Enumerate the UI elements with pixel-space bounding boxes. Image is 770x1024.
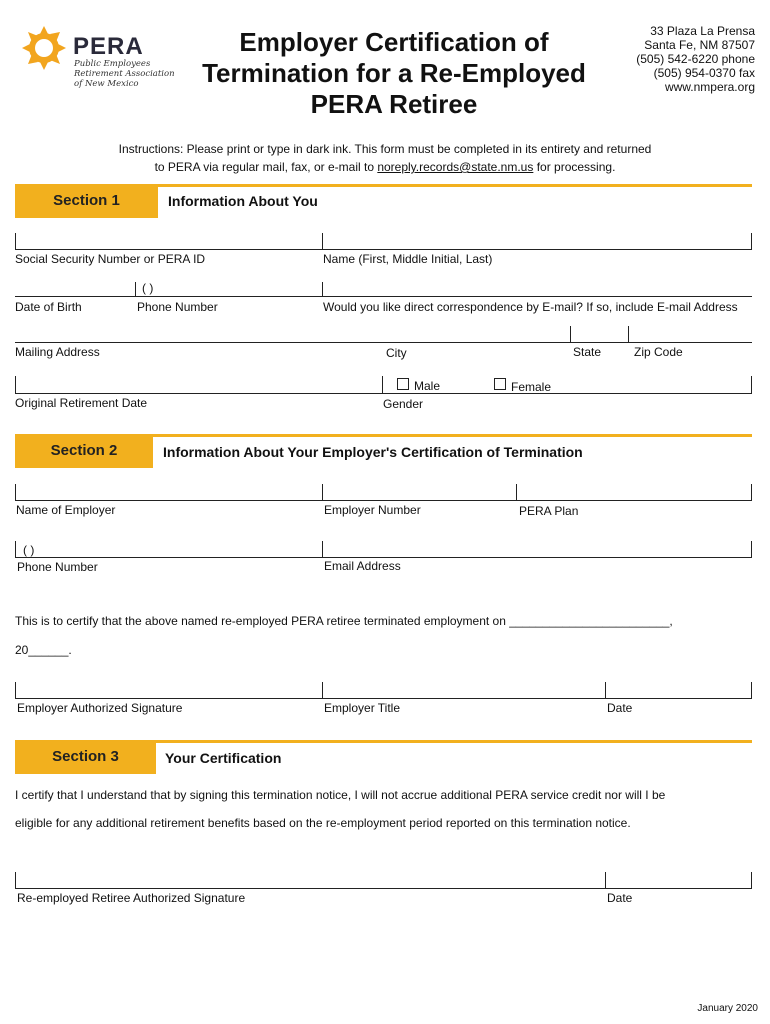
name-field[interactable]: Name (First, Middle Initial, Last)	[323, 252, 493, 266]
row-retiree-signature-line	[15, 888, 752, 889]
section-1-tab: Section 1	[15, 184, 158, 218]
section-3-title: Your Certification	[165, 750, 282, 766]
phone-field[interactable]: Phone Number	[137, 300, 218, 314]
female-label: Female	[511, 380, 552, 394]
termination-year-text: 20______.	[15, 643, 72, 657]
ssn-field[interactable]: Social Security Number or PERA ID	[15, 252, 206, 266]
row-employer-signature-line	[15, 698, 752, 699]
female-checkbox[interactable]	[494, 378, 506, 390]
employer-email-field[interactable]: Email Address	[324, 559, 401, 573]
retiree-certify-text-2: eligible for any additional retirement benefits based on the re-employment period reported on this termination notice.	[15, 816, 631, 830]
gender-label: Gender	[383, 397, 424, 411]
termination-certify-text: This is to certify that the above named re-employed PERA retiree terminated employment on ________________________,	[15, 614, 673, 628]
instructions: Instructions: Please print or type in dark ink. This form must be completed in its entirety and returned to PERA via regular mail, fax, or e-mail to noreply.records@state.nm.us for processing.	[118, 142, 652, 174]
male-label: Male	[414, 379, 441, 393]
zip-field[interactable]: Zip Code	[634, 345, 683, 359]
retiree-signature-field[interactable]: Re-employed Retiree Authorized Signature	[17, 891, 246, 905]
retiree-date-field[interactable]: Date	[607, 891, 633, 905]
email-link[interactable]: noreply.records@state.nm.us	[377, 160, 534, 174]
employer-date-field[interactable]: Date	[607, 701, 633, 715]
retiree-certify-text-1: I certify that I understand that by signing this termination notice, I will not accrue additional PERA service credit nor will I be	[15, 788, 666, 802]
section-1-title: Information About You	[168, 193, 318, 209]
employer-title-field[interactable]: Employer Title	[324, 701, 401, 715]
dob-field[interactable]: Date of Birth	[15, 300, 82, 314]
mailing-address-field[interactable]: Mailing Address	[15, 345, 100, 359]
row-retirement-line	[15, 393, 752, 394]
pera-plan-field[interactable]: PERA Plan	[519, 504, 579, 518]
employer-number-field[interactable]: Employer Number	[324, 503, 421, 517]
row-employer-contact-line	[15, 557, 752, 558]
row-employer-line	[15, 500, 752, 501]
employer-name-field[interactable]: Name of Employer	[16, 503, 116, 517]
row-dob-phone-line	[15, 296, 752, 297]
employer-phone-field[interactable]: Phone Number	[17, 560, 98, 574]
section-2-title: Information About Your Employer's Certification of Termination	[163, 444, 583, 460]
retirement-date-field[interactable]: Original Retirement Date	[15, 396, 148, 410]
email-question-field[interactable]: Would you like direct correspondence by E-mail? If so, include E-mail Address	[323, 300, 738, 314]
contact-address: 33 Plaza La Prensa Santa Fe, NM 87507 (505) 542-6220 phone (505) 954-0370 fax www.nmpera.org	[636, 24, 755, 94]
logo-name: PERA	[73, 33, 144, 60]
male-checkbox[interactable]	[397, 378, 409, 390]
row-address-line	[15, 342, 752, 343]
employer-phone-area-code: ( )	[23, 543, 35, 557]
section-2-tab: Section 2	[15, 434, 153, 468]
city-field[interactable]: City	[386, 346, 407, 360]
row-ssn-name-line	[15, 249, 752, 250]
state-field[interactable]: State	[573, 345, 602, 359]
section-3-tab: Section 3	[15, 740, 156, 774]
employer-signature-field[interactable]: Employer Authorized Signature	[17, 701, 183, 715]
form-revision-date: January 2020	[697, 1003, 758, 1014]
sun-logo-icon	[16, 20, 72, 76]
page-title: Employer Certification of Termination for a Re-Employed PERA Retiree	[202, 27, 586, 119]
logo-subtitle: Public Employees Retirement Association of New Mexico	[74, 59, 175, 89]
phone-area-code: ( )	[142, 281, 154, 295]
